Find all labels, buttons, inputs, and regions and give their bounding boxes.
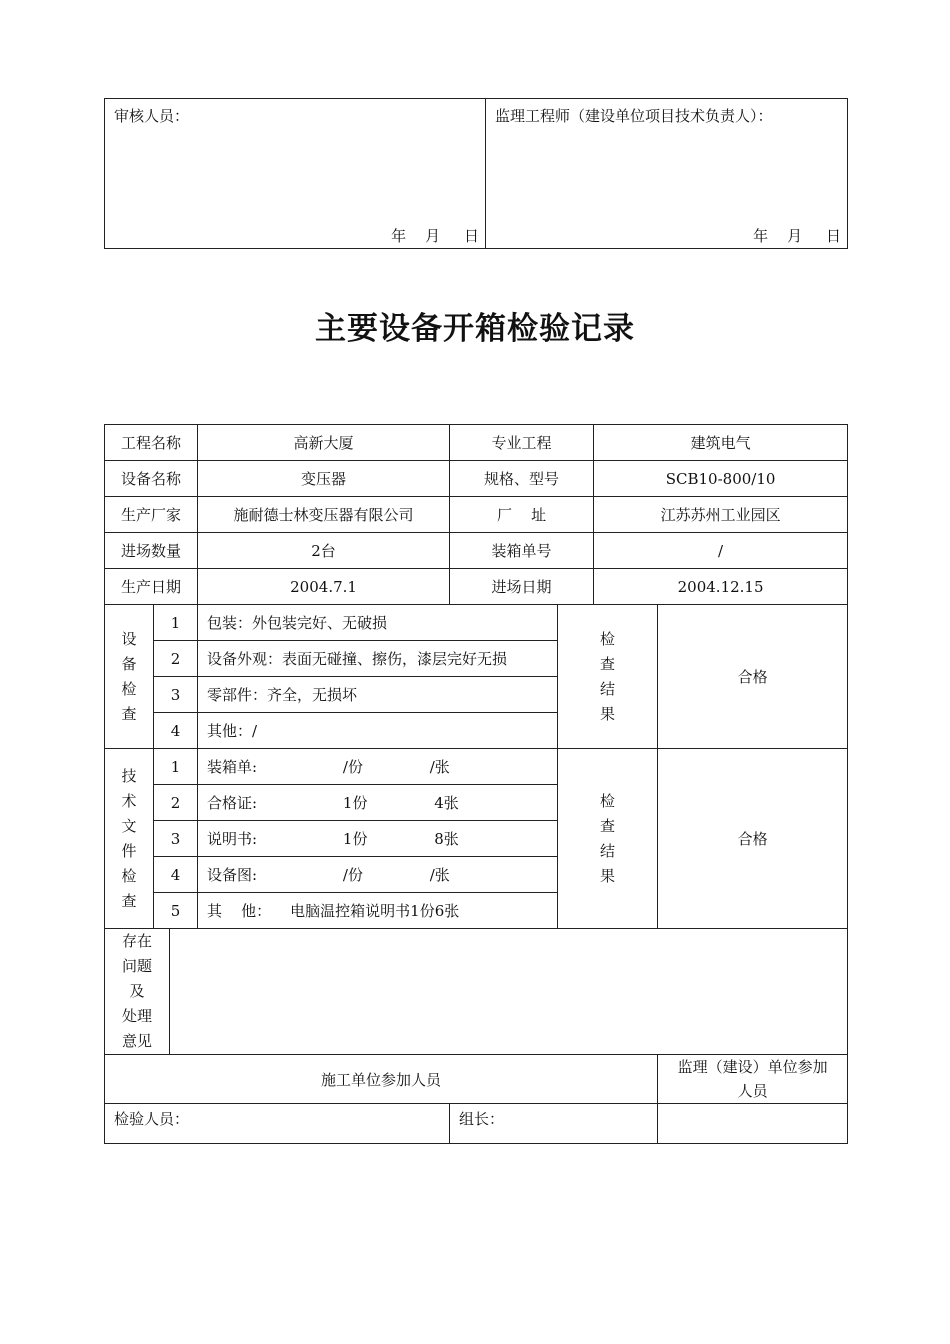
- equipment-name-label: 设备名称: [105, 461, 198, 497]
- project-name-value: 高新大厦: [198, 425, 450, 461]
- item-number: 5: [154, 893, 198, 929]
- reviewer-date: 年 月 日: [391, 227, 479, 245]
- item-number: 3: [154, 677, 198, 713]
- manufacturer-value: 施耐德士林变压器有限公司: [198, 497, 450, 533]
- participants-header-row: [105, 1055, 848, 1104]
- issues-row: [105, 929, 848, 1055]
- production-date-value: 2004.7.1: [198, 569, 450, 605]
- production-date-label: 生产日期: [105, 569, 198, 605]
- manufacturer-label: 生产厂家: [105, 497, 198, 533]
- item-number: 2: [154, 641, 198, 677]
- inspector-cell[interactable]: [105, 1104, 450, 1144]
- equipment-result-label: 检 查 结 果: [558, 605, 658, 749]
- supervisor-label: 监理工程师（建设单位项目技术负责人）：: [495, 107, 773, 125]
- supervisor-participants-label: 监理（建设）单位参加 人员: [658, 1055, 848, 1104]
- address-value: 江苏苏州工业园区: [594, 497, 848, 533]
- issues-label: 存在 问题 及 处理 意见: [105, 929, 170, 1055]
- info-row: [105, 497, 848, 533]
- item-number: 1: [154, 749, 198, 785]
- supervisor-date: 年 月 日: [753, 227, 841, 245]
- info-row: [105, 569, 848, 605]
- item-number: 1: [154, 605, 198, 641]
- item-text: 设备图: /份 /张: [198, 857, 558, 893]
- table-row: [105, 605, 848, 641]
- quantity-value: 2台: [198, 533, 450, 569]
- project-name-label: 工程名称: [105, 425, 198, 461]
- item-text: 其他：/: [198, 713, 558, 749]
- issues-content[interactable]: [170, 929, 848, 1055]
- reviewer-cell: [105, 99, 486, 249]
- item-number: 3: [154, 821, 198, 857]
- quantity-label: 进场数量: [105, 533, 198, 569]
- specialty-value: 建筑电气: [594, 425, 848, 461]
- item-number: 2: [154, 785, 198, 821]
- info-row: [105, 533, 848, 569]
- inspector-label: 检验人员：: [114, 1110, 190, 1128]
- packing-no-value: /: [594, 533, 848, 569]
- contractor-label: 施工单位参加人员: [105, 1055, 658, 1104]
- supervisor-cell: [486, 99, 848, 249]
- item-text: 包装：外包装完好、无破损: [198, 605, 558, 641]
- leader-label: 组长：: [459, 1110, 505, 1128]
- arrival-date-value: 2004.12.15: [594, 569, 848, 605]
- doc-result-value: 合格: [658, 749, 848, 929]
- approval-table: [104, 98, 848, 249]
- table-row: [105, 749, 848, 785]
- doc-result-label: 检 查 结 果: [558, 749, 658, 929]
- packing-no-label: 装箱单号: [450, 533, 594, 569]
- doc-check-label: 技 术 文 件 检 查: [105, 749, 154, 929]
- document-title: 主要设备开箱检验记录: [315, 311, 635, 347]
- item-text: 设备外观：表面无碰撞、擦伤，漆层完好无损: [198, 641, 558, 677]
- equipment-check-label: 设 备 检 查: [105, 605, 154, 749]
- equipment-name-value: 变压器: [198, 461, 450, 497]
- leader-cell[interactable]: [450, 1104, 658, 1144]
- spec-value: SCB10-800/10: [594, 461, 848, 497]
- address-label: 厂 址: [450, 497, 594, 533]
- arrival-date-label: 进场日期: [450, 569, 594, 605]
- equipment-result-value: 合格: [658, 605, 848, 749]
- item-text: 装箱单: /份 /张: [198, 749, 558, 785]
- info-row: [105, 425, 848, 461]
- participants-row: [105, 1104, 848, 1144]
- item-number: 4: [154, 713, 198, 749]
- supervisor-participants-cell[interactable]: [658, 1104, 848, 1144]
- info-row: [105, 461, 848, 497]
- item-text: 其 他： 电脑温控箱说明书1份6张: [198, 893, 558, 929]
- reviewer-label: 审核人员：: [114, 107, 190, 125]
- inspection-table: [104, 424, 848, 1144]
- item-number: 4: [154, 857, 198, 893]
- item-text: 零部件：齐全，无损坏: [198, 677, 558, 713]
- item-text: 合格证: 1份 4张: [198, 785, 558, 821]
- item-text: 说明书: 1份 8张: [198, 821, 558, 857]
- specialty-label: 专业工程: [450, 425, 594, 461]
- spec-label: 规格、型号: [450, 461, 594, 497]
